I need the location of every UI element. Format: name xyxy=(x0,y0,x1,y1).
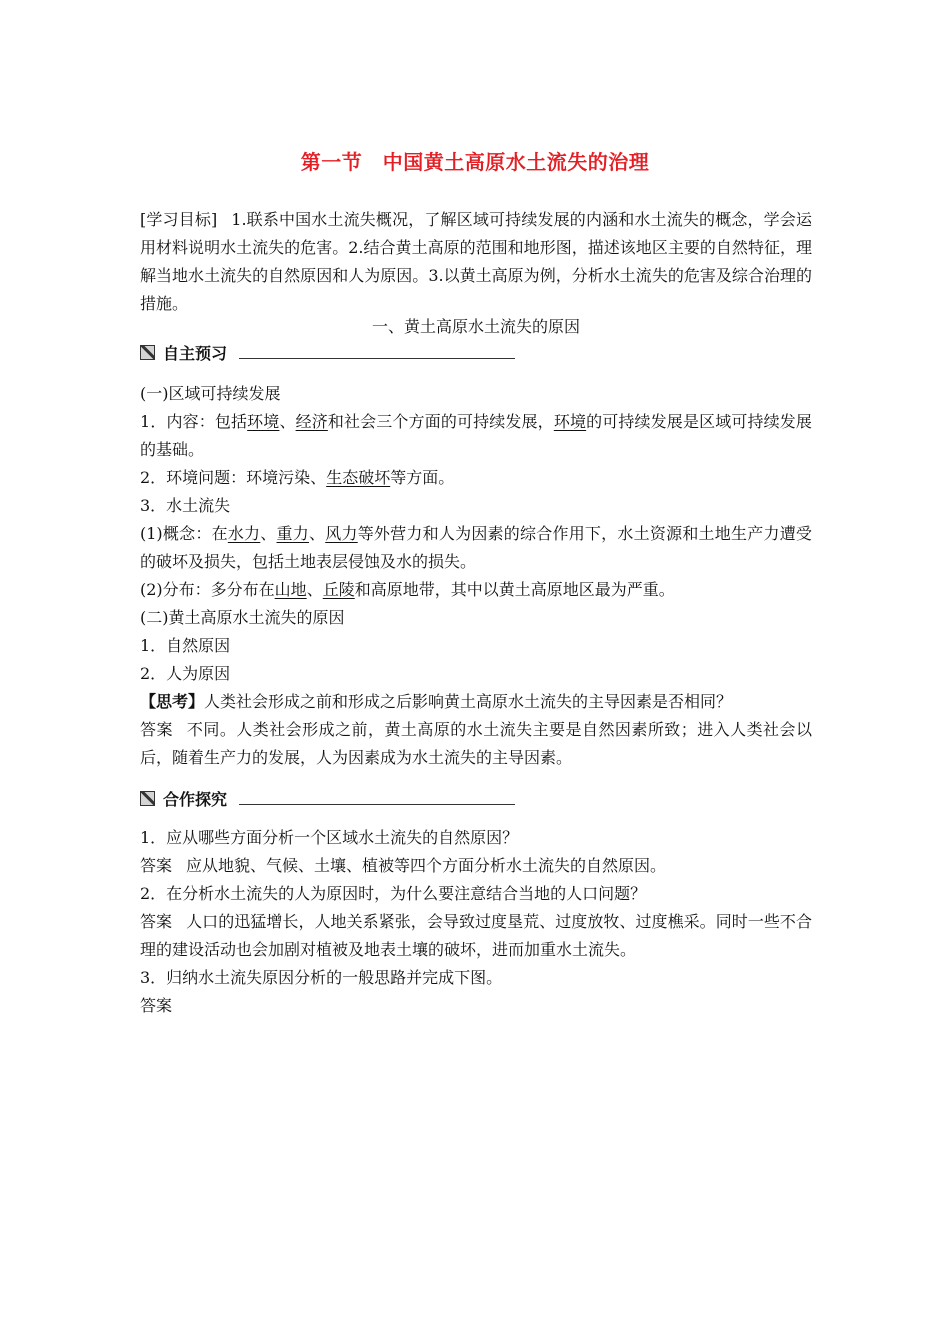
blank-answer: 环境 xyxy=(553,412,587,431)
blank-answer: 风力 xyxy=(325,524,358,543)
section-marker-icon xyxy=(140,791,155,806)
section-header-preview xyxy=(140,340,515,364)
section-marker-icon xyxy=(140,345,155,360)
think-answer xyxy=(140,716,812,772)
page-title: 第一节 中国黄土高原水土流失的治理 xyxy=(300,150,650,174)
item-environment xyxy=(140,464,812,492)
text: 2．环境问题：环境污染、 xyxy=(140,468,327,487)
text: 人类社会形成之前和形成之后影响黄土高原水土流失的主导因素是否相同？ xyxy=(204,692,733,711)
subheading-sustainable: (一)区域可持续发展 xyxy=(140,384,281,403)
section-header-explore xyxy=(140,786,515,810)
text: 和高原地带，其中以黄土高原地区最为严重。 xyxy=(354,580,675,599)
blank-answer: 环境 xyxy=(247,412,280,431)
text: 、 xyxy=(279,412,296,431)
think-question xyxy=(140,688,812,716)
part-heading: 一、黄土高原水土流失的原因 xyxy=(371,317,580,336)
blank-answer: 丘陵 xyxy=(322,580,355,599)
section-rule xyxy=(239,358,515,359)
blank-answer: 生态破坏 xyxy=(326,468,391,487)
blank-answer: 重力 xyxy=(276,524,309,543)
item-concept xyxy=(140,520,812,576)
think-tag: 【思考】 xyxy=(140,692,205,711)
item-distribution xyxy=(140,576,812,604)
answer-label: 答案 xyxy=(140,720,173,739)
item-soil-erosion: 3．水土流失 xyxy=(140,496,231,515)
text: 等方面。 xyxy=(390,468,455,487)
blank-answer: 水力 xyxy=(227,524,261,543)
text: 、 xyxy=(306,580,323,599)
text: 不同。人类社会形成之前，黄土高原的水土流失主要是自然因素所致；进入人类社会以后，随着生产力的发展，人为因素成为水土流失的主导因素。 xyxy=(140,720,812,767)
learning-goals-tag: [学习目标] xyxy=(140,210,218,229)
text: 和社会三个方面的可持续发展， xyxy=(327,412,554,431)
learning-goals xyxy=(140,206,812,318)
text: 人口的迅猛增长，人地关系紧张，会导致过度垦荒、过度放牧、过度樵采。同时一些不合理的建设活动也会加剧对植被及地表土壤的破坏，进而加重水土流失。 xyxy=(140,912,812,959)
section-label: 自主预习 xyxy=(163,343,228,363)
text: 的可持续发展是区域可持续发展的基础。 xyxy=(140,412,812,459)
subheading-causes: (二)黄土高原水土流失的原因 xyxy=(140,608,345,627)
text: 应从地貌、气候、土壤、植被等四个方面分析水土流失的自然原因。 xyxy=(186,856,667,875)
text: 1．内容：包括 xyxy=(140,412,248,431)
cause-natural: 1．自然原因 xyxy=(140,636,231,655)
section-rule xyxy=(239,804,515,805)
text: 、 xyxy=(260,524,277,543)
section-label: 合作探究 xyxy=(163,789,228,809)
question-1: 1．应从哪些方面分析一个区域水土流失的自然原因？ xyxy=(140,828,519,847)
answer-label: 答案 xyxy=(140,856,173,875)
question-3: 3．归纳水土流失原因分析的一般思路并完成下图。 xyxy=(140,968,503,987)
question-2: 2．在分析水土流失的人为原因时，为什么要注意结合当地的人口问题？ xyxy=(140,884,647,903)
text: 、 xyxy=(309,524,326,543)
answer-3: 答案 xyxy=(140,996,173,1015)
text: 等外营力和人为因素的综合作用下，水土资源和土地生产力遭受的破坏及损失，包括土地表层侵蚀及水的损失。 xyxy=(140,524,812,571)
cause-human: 2．人为原因 xyxy=(140,664,231,683)
text: (2)分布：多分布在 xyxy=(140,580,275,599)
learning-goals-text: 1.联系中国水土流失概况，了解区域可持续发展的内涵和水土流失的概念，学会运用材料说明水土流失的危害。2.结合黄土高原的范围和地形图，描述该地区主要的自然特征，理解当地水土流失的自然原因和人为原因。3.以黄土高原为例，分析水土流失的危害及综合治理的措施。 xyxy=(140,210,812,313)
answer-1 xyxy=(140,852,812,880)
blank-answer: 经济 xyxy=(295,412,328,431)
answer-2 xyxy=(140,908,812,964)
answer-label: 答案 xyxy=(140,912,173,931)
preview-content xyxy=(140,380,812,772)
item-content xyxy=(140,408,812,464)
blank-answer: 山地 xyxy=(274,580,307,599)
explore-content xyxy=(140,824,812,1020)
text: (1)概念：在 xyxy=(140,524,228,543)
